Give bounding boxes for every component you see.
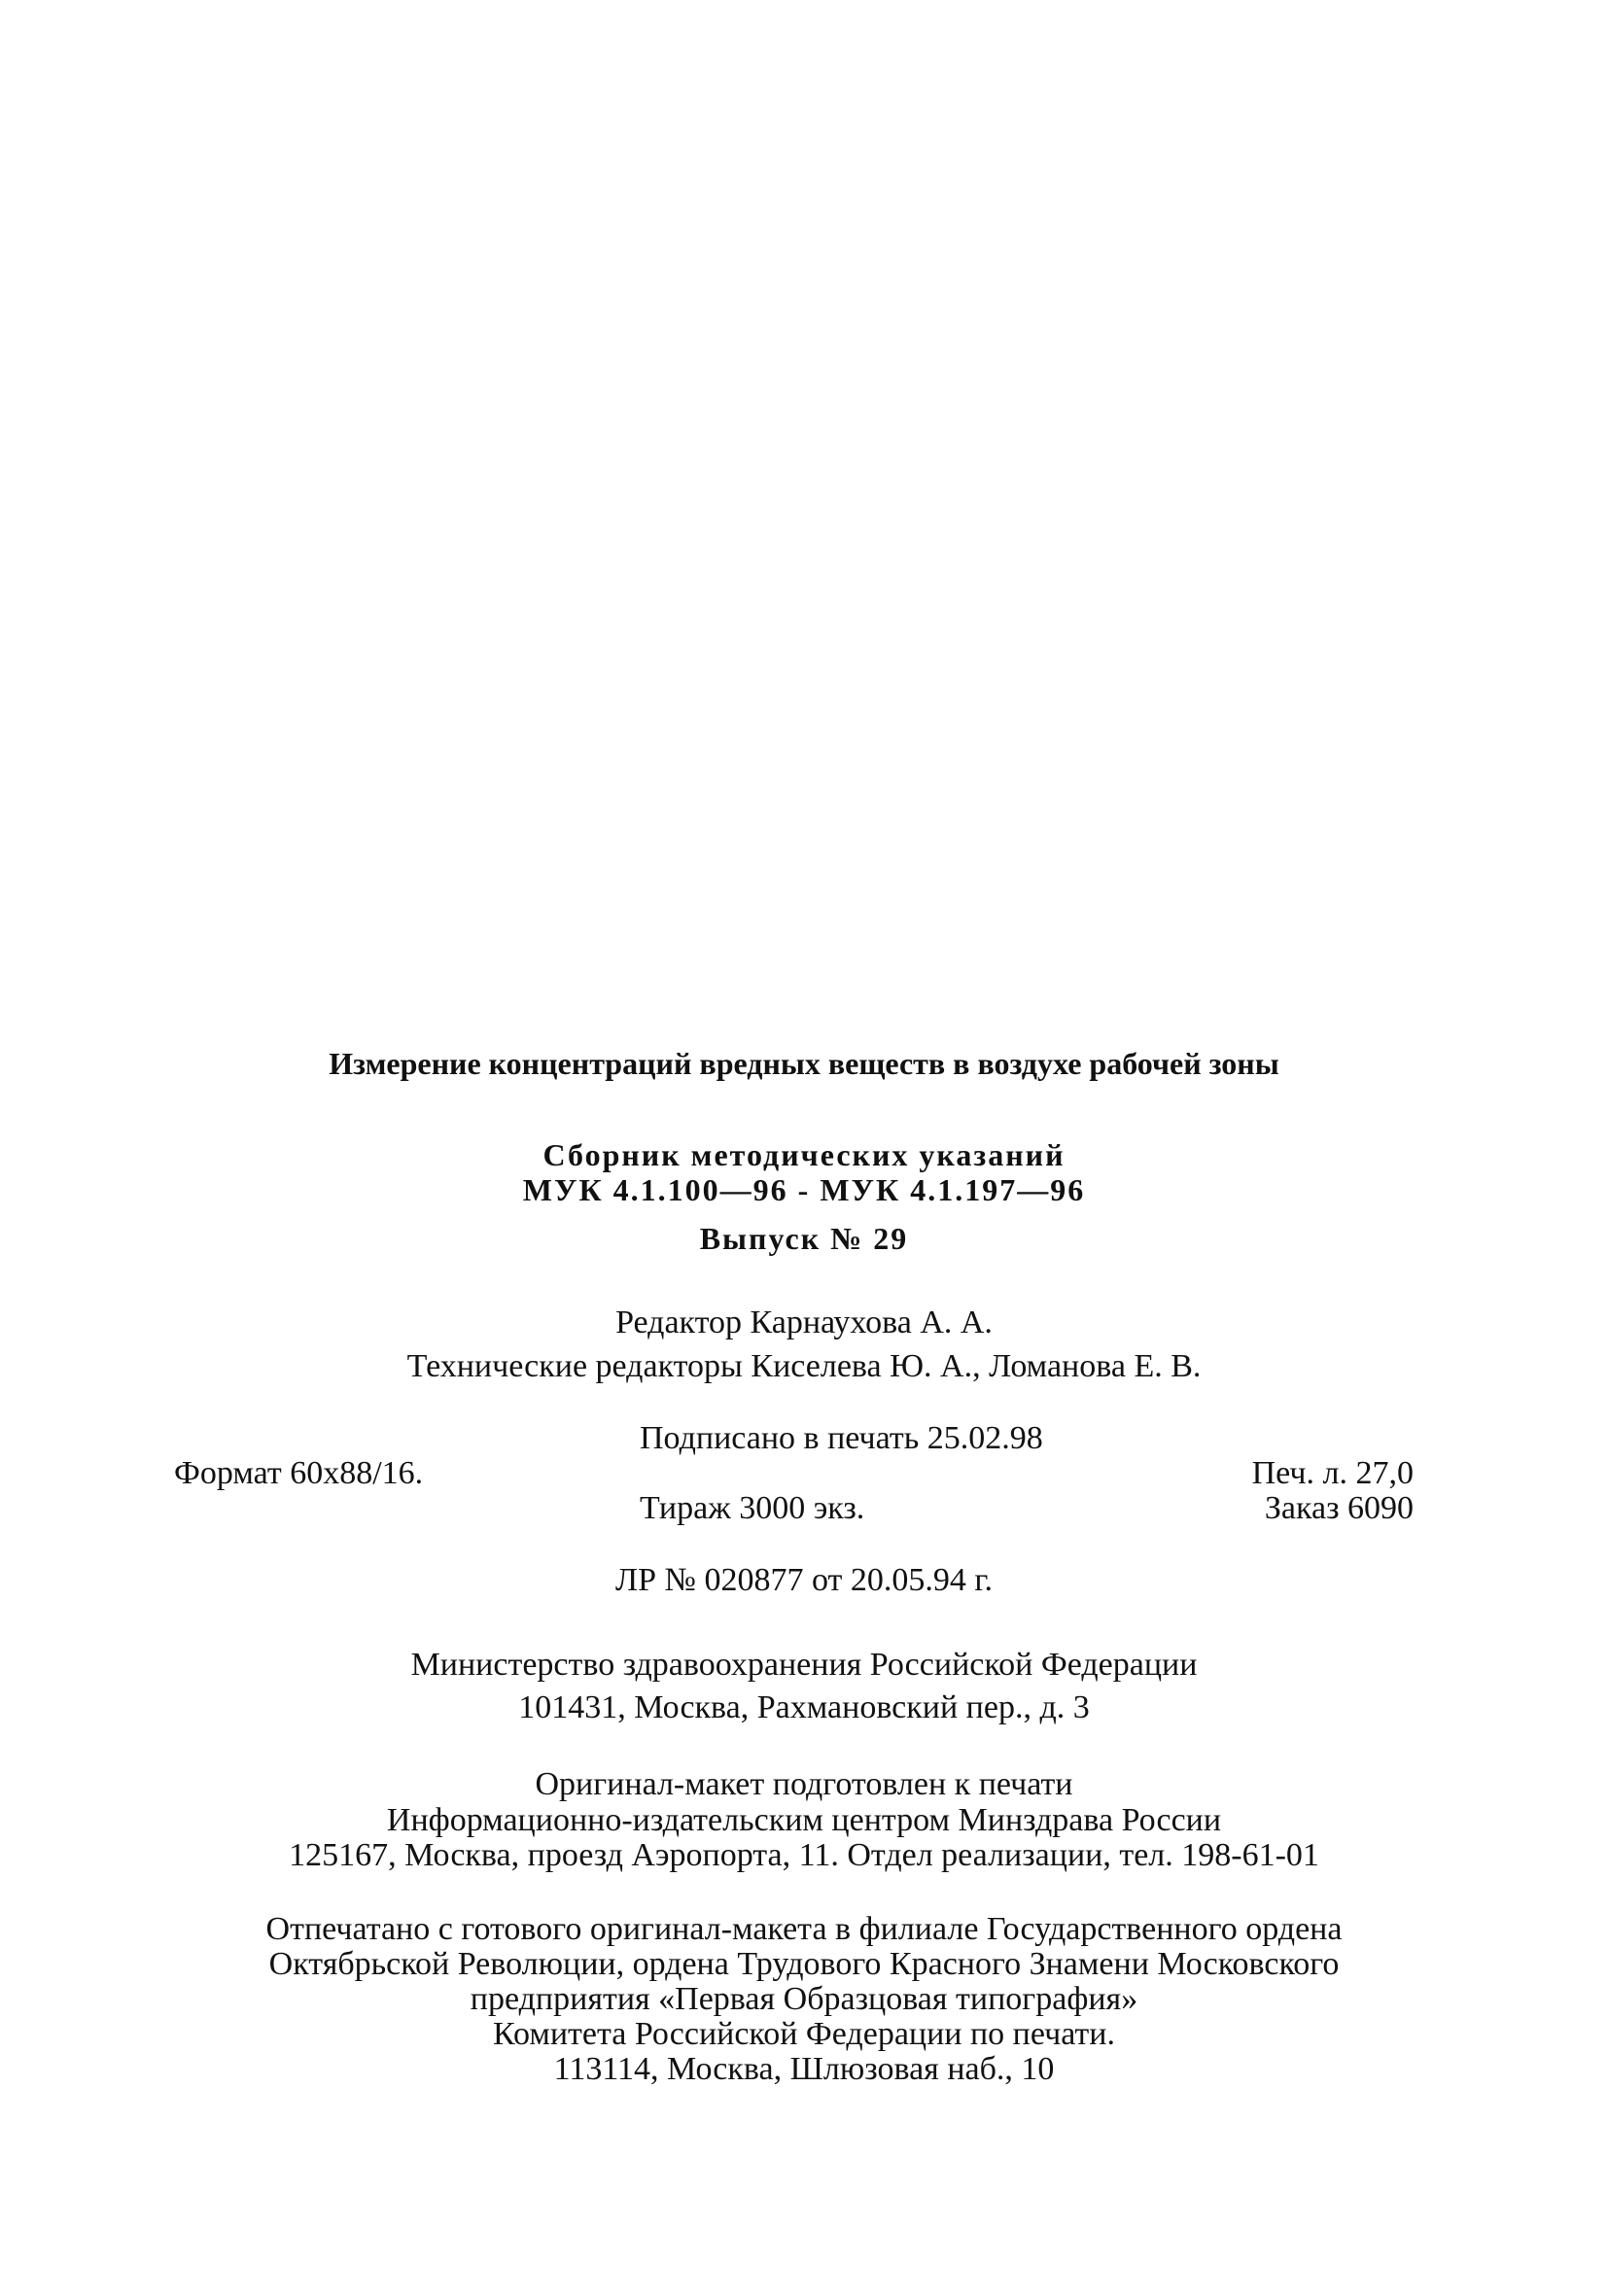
editor-line: Редактор Карнаухова А. А. — [615, 1305, 993, 1340]
print-run: Тираж 3000 экз. — [640, 1490, 865, 1526]
muk-range: МУК 4.1.100—96 - МУК 4.1.197—96 — [522, 1172, 1086, 1207]
printer-line-1: Отпечатано с готового оригинал-макета в филиале Государственного ордена — [265, 1911, 1343, 1947]
book-title: Измерение концентраций вредных веществ в воздухе рабочей зоны — [329, 1046, 1279, 1081]
license-line: ЛР № 020877 от 20.05.94 г. — [615, 1562, 993, 1598]
issue-number: Выпуск № 29 — [699, 1221, 909, 1256]
printer-line-3: предприятия «Первая Образцовая типография» — [470, 1981, 1138, 2017]
publisher-address: 101431, Москва, Рахмановский пер., д. 3 — [518, 1689, 1090, 1725]
publisher-name: Министерство здравоохранения Российской Федерации — [410, 1647, 1198, 1683]
order-number: Заказ 6090 — [1264, 1490, 1414, 1526]
layout-prepared-line: Оригинал-макет подготовлен к печати — [535, 1766, 1073, 1802]
collection-title: Сборник методических указаний — [542, 1137, 1066, 1172]
tech-editors-line: Технические редакторы Киселева Ю. А., Ломанова Е. В. — [406, 1348, 1202, 1384]
printer-address: 113114, Москва, Шлюзовая наб., 10 — [553, 2051, 1055, 2087]
signed-for-print: Подписано в печать 25.02.98 — [640, 1420, 1043, 1456]
printer-line-2: Октябрьской Революции, ордена Трудового Красного Знамени Московского — [268, 1946, 1340, 1982]
printer-line-4: Комитета Российской Федерации по печати. — [493, 2016, 1115, 2052]
layout-center-name: Информационно-издательским центром Минздрава России — [386, 1802, 1222, 1838]
layout-center-address: 125167, Москва, проезд Аэропорта, 11. Отдел реализации, тел. 198-61-01 — [289, 1837, 1319, 1873]
printed-sheets: Печ. л. 27,0 — [1251, 1455, 1414, 1491]
format-line: Формат 60x88/16. — [174, 1455, 424, 1491]
